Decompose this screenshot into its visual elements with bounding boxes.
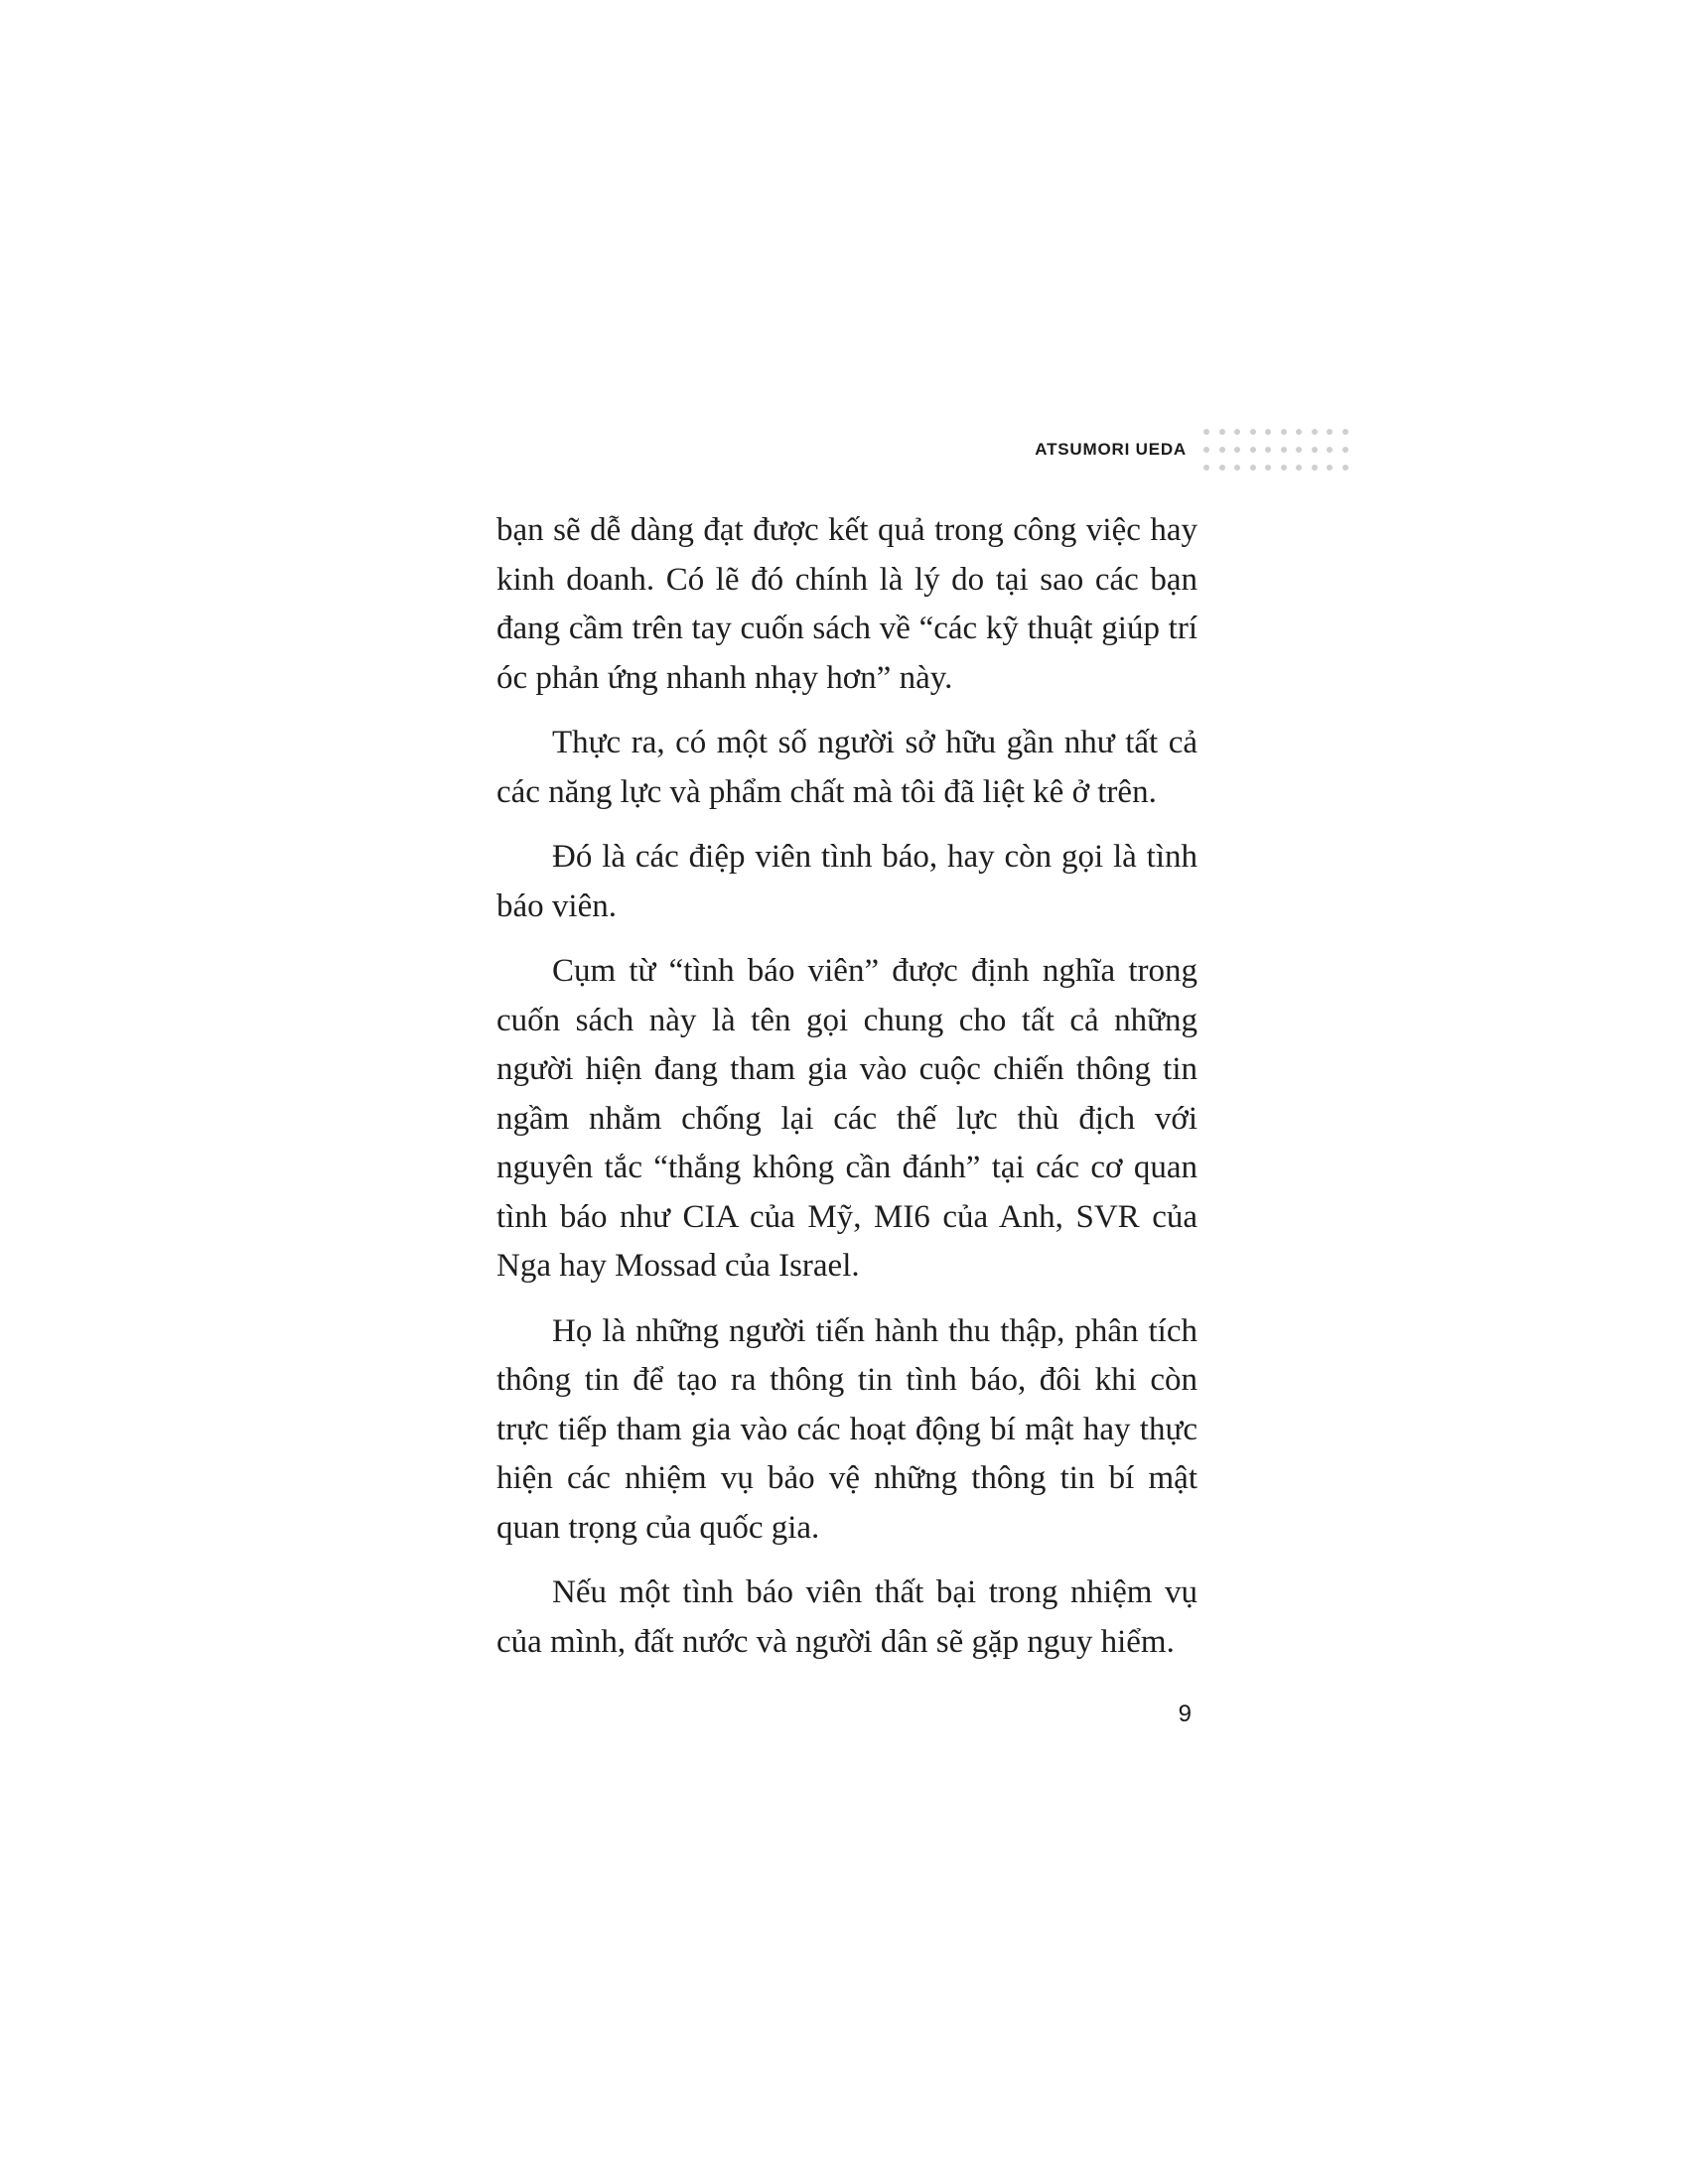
paragraph: Đó là các điệp viên tình báo, hay còn gọi là tình báo viên. — [496, 839, 1197, 924]
paragraph: Họ là những người tiến hành thu thập, phân tích thông tin để tạo ra thông tin tình báo, đôi khi còn trực tiếp tham gia vào các hoạt động bí mật hay thực hiện các nhiệm vụ bảo vệ những thông tin bí mật quan trọng của quốc gia. — [496, 1312, 1197, 1546]
decorative-dot-grid — [1203, 429, 1352, 480]
running-header-author: ATSUMORI UEDA — [1035, 440, 1187, 459]
paragraph: Thực ra, có một số người sở hữu gần như tất cả các năng lực và phẩm chất mà tôi đã liệt kê ở trên. — [496, 725, 1197, 810]
paragraph: bạn sẽ dễ dàng đạt được kết quả trong công việc hay kinh doanh. Có lẽ đó chính là lý do tại sao các bạn đang cầm trên tay cuốn sách về “các kỹ thuật giúp trí óc phản ứng nhanh nhạy hơn” này. — [496, 512, 1197, 696]
page-number: 9 — [1178, 1701, 1192, 1727]
paragraph: Cụm từ “tình báo viên” được định nghĩa trong cuốn sách này là tên gọi chung cho tất cả những người hiện đang tham gia vào cuộc chiến thông tin ngầm nhằm chống lại các thế lực thù địch với nguyên tắc “thắng không cần đánh” tại các cơ quan tình báo như CIA của Mỹ, MI6 của Anh, SVR của Nga hay Mossad của Israel. — [496, 953, 1197, 1284]
body-text — [496, 506, 1197, 1683]
paragraph: Nếu một tình báo viên thất bại trong nhiệm vụ của mình, đất nước và người dân sẽ gặp nguy hiểm. — [496, 1574, 1197, 1660]
